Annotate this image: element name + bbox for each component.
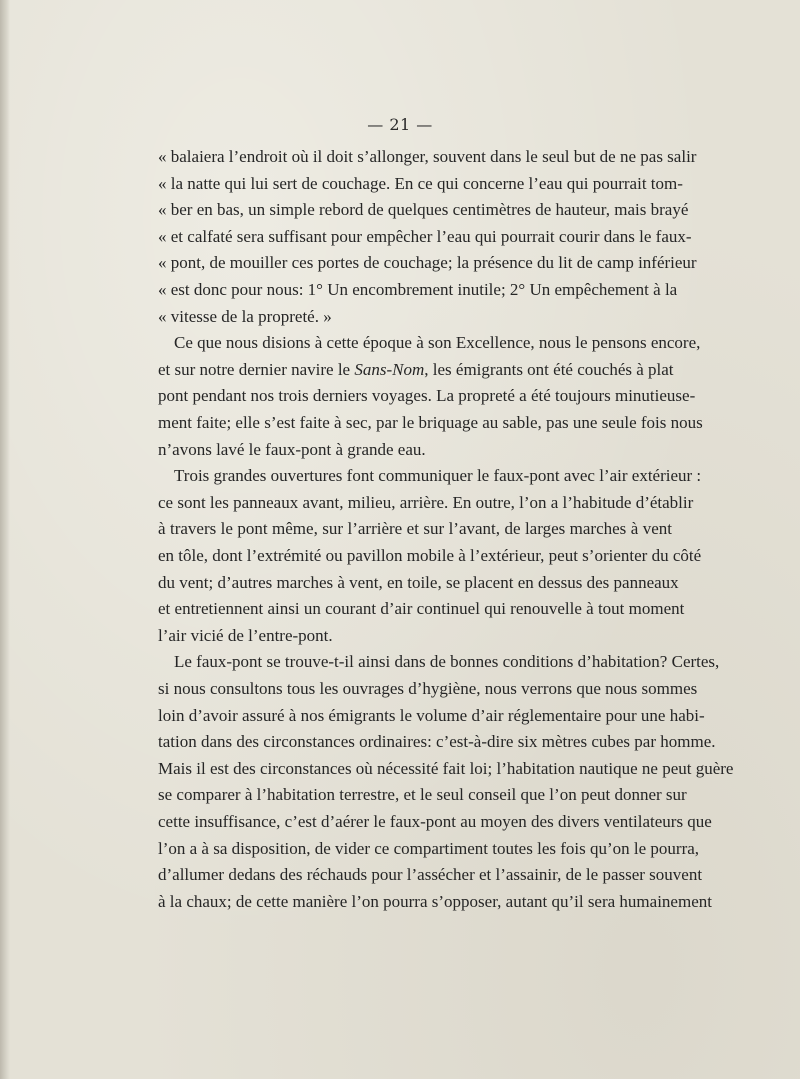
text-line: « et calfaté sera suffisant pour empêcher l’eau qui pourrait courir dans le faux-	[158, 226, 692, 246]
text-line: Ce que nous disions à cette époque à son Excellence, nous le pensons encore,	[174, 333, 701, 353]
text-line: Mais il est des circonstances où nécessité fait loi; l’habitation nautique ne peut guère	[158, 758, 734, 778]
text-segment: et sur notre dernier navire le	[158, 359, 355, 379]
text-line: ment faite; elle s’est faite à sec, par le briquage au sable, pas une seule fois nous	[158, 413, 703, 432]
text-line: l’on a à sa disposition, de vider ce compartiment toutes les fois qu’on le pourra,	[158, 838, 700, 858]
text-line: en tôle, dont l’extrémité ou pavillon mobile à l’extérieur, peut s’orienter du côté	[158, 546, 702, 565]
text-line: « pont, de mouiller ces portes de couchage; la présence du lit de camp inférieur	[158, 253, 697, 273]
text-line: tation dans des circonstances ordinaires: c’est-à-dire six mètres cubes par homme.	[158, 732, 716, 752]
text-line: ce sont les panneaux avant, milieu, arrière. En outre, l’on a l’habitude d’établir	[158, 492, 694, 512]
text-line: « ber en bas, un simple rebord de quelques centimètres de hauteur, mais brayé	[158, 200, 689, 220]
text-line: à la chaux; de cette manière l’on pourra s’opposer, autant qu’il sera humainement	[158, 891, 712, 911]
text-line: « la natte qui lui sert de couchage. En ce qui concerne l’eau qui pourrait tom-	[158, 173, 683, 193]
text-line: « vitesse de la propreté. »	[158, 306, 332, 326]
text-line: et entretiennent ainsi un courant d’air continuel qui renouvelle à tout moment	[158, 599, 685, 619]
text-segment: , les émigrants ont été couchés à plat	[424, 359, 674, 379]
text-line: à travers le pont même, sur l’arrière et sur l’avant, de larges marches à vent	[158, 519, 672, 539]
text-line: l’air vicié de l’entre-pont.	[158, 625, 333, 645]
text-line: pont pendant nos trois derniers voyages. La propreté a été toujours minutieuse-	[158, 386, 696, 406]
text-line: si nous consultons tous les ouvrages d’hygiène, nous verrons que nous sommes	[158, 679, 698, 698]
text-line: cette insuffisance, c’est d’aérer le faux-pont au moyen des divers ventilateurs que	[158, 812, 712, 831]
text-line-with-ship-name	[158, 357, 672, 384]
text-line: Le faux-pont se trouve-t-il ainsi dans de bonnes conditions d’habitation? Certes,	[174, 652, 720, 672]
page-number: — 21 —	[367, 115, 433, 134]
ship-name: Sans-Nom	[354, 359, 425, 379]
page-edge-shadow	[0, 0, 10, 1079]
text-line: « est donc pour nous: 1° Un encombrement inutile; 2° Un empêchement à la	[158, 280, 678, 299]
text-line: d’allumer dedans des réchauds pour l’assécher et l’assainir, de le passer souvent	[158, 865, 703, 885]
text-line: « balaiera l’endroit où il doit s’allonger, souvent dans le seul but de ne pas salir	[158, 147, 697, 166]
text-line: du vent; d’autres marches à vent, en toile, se placent en dessus des panneaux	[158, 572, 679, 592]
text-line: n’avons lavé le faux-pont à grande eau.	[158, 439, 426, 459]
text-line: se comparer à l’habitation terrestre, et le seul conseil que l’on peut donner sur	[158, 785, 687, 805]
text-line: Trois grandes ouvertures font communiquer le faux-pont avec l’air extérieur :	[174, 466, 702, 486]
text-line: loin d’avoir assuré à nos émigrants le volume d’air réglementaire pour une habi-	[158, 705, 705, 725]
